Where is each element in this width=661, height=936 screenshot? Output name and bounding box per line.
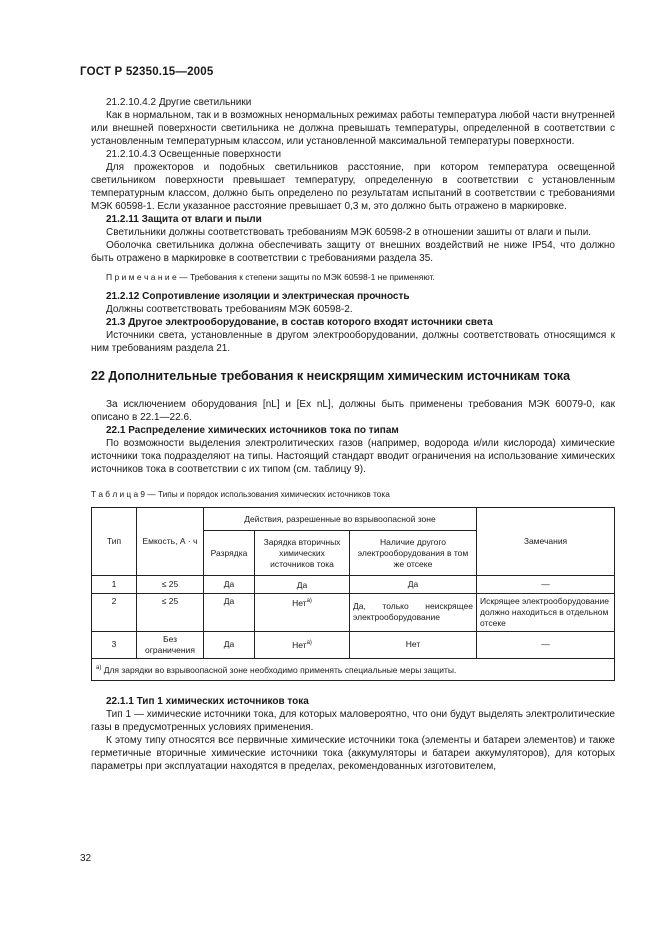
header-actions: Действия, разрешенные во взрывоопасной зоне — [204, 508, 477, 531]
note-21-2-11 — [91, 271, 615, 284]
cell-remarks: Искрящее электрооборудование должно находиться в отдельном отсеке — [477, 593, 615, 631]
cell-type: 2 — [92, 593, 137, 631]
header-charge: Зарядка вторичных химических источников тока — [255, 531, 350, 576]
section-heading-22: 22 Дополнительные требования к неискрящим химическим источникам тока — [91, 369, 571, 383]
table-row — [92, 631, 615, 658]
spacer — [91, 681, 615, 695]
header-type: Тип — [92, 508, 137, 576]
cell-charge-value: Нет — [292, 597, 307, 608]
clause-text-21-2-10-4-2: Как в нормальном, так и в возможных ненормальных режимах работы температура любой части внутренней или внешней поверхности светильника не должна превышать температуры, определенной в соответствии с установленным температурным классом, или установленной максимальной температуры поверхности. — [91, 110, 615, 147]
cell-capacity: ≤ 25 — [137, 576, 204, 594]
header-capacity: Емкость, А · ч — [137, 508, 204, 576]
cell-discharge: Да — [204, 576, 255, 594]
footnote-mark: а) — [96, 664, 102, 671]
document-body — [91, 96, 615, 773]
spacer — [91, 476, 615, 482]
cell-charge — [255, 576, 350, 594]
clause-text-21-2-10-4-3: Для прожекторов и подобных светильников расстояние, при котором температура освещенной светильником поверхности превышает температуру, определенную в соответствии с установленным температурным классом, должно быть определено по результатам испытаний в соответствии с требованиями МЭК 60598-1. Если указанное расстояние превышает 0,3 м, это должно быть отражено в маркировке. — [91, 162, 615, 212]
header-presence: Наличие другого электрооборудования в том же отсеке — [350, 531, 477, 576]
clause-text-21-2-12: Должны соответствовать требованиям МЭК 60598-2. — [106, 304, 353, 315]
header-remarks: Замечания — [477, 508, 615, 576]
clause-title-21-2-12: 21.2.12 Сопротивление изоляции и электрическая прочность — [106, 291, 410, 302]
cell-charge — [255, 593, 350, 631]
page-number: 32 — [80, 853, 92, 864]
cell-presence: Да, только неискрящее электрооборудование — [350, 593, 477, 631]
clause-text-21-2-11-b: Оболочка светильника должна обеспечивать защиту от внешних воздействий не ниже IP54, что должно быть отражено в маркировке в соответствии с требованиями раздела 35. — [91, 240, 615, 264]
clause-title-22-1-1: 22.1.1 Тип 1 химических источников тока — [106, 695, 309, 707]
cell-remarks: — — [477, 576, 615, 594]
cell-presence: Нет — [350, 631, 477, 658]
clause-text-21-3: Источники света, установленные в другом электрооборудовании, должны соответствовать относящимся к ним требованиям раздела 21. — [91, 330, 615, 354]
table-9 — [91, 507, 615, 681]
clause-text-22-1-1-a: Тип 1 — химические источники тока, для которых маловероятно, что они будут выделять электролитические газы в предусмотренных условиях применения. — [91, 708, 615, 733]
cell-charge-value: Да — [296, 579, 308, 590]
table-header-row-1 — [92, 508, 615, 531]
clause-title-21-2-10-4-2: 21.2.10.4.2 Другие светильники — [106, 97, 252, 108]
note-text: — Требования к степени защиты по МЭК 60598-1 не применяют. — [176, 272, 435, 282]
cell-charge-footnote: а) — [306, 640, 312, 647]
table-caption-text: — Типы и порядок использования химических источников тока — [145, 489, 390, 499]
cell-type: 3 — [92, 631, 137, 658]
table-caption — [91, 488, 615, 501]
cell-charge-footnote: а) — [306, 597, 312, 604]
clause-title-21-2-11: 21.2.11 Защита от влаги и пыли — [106, 214, 262, 225]
header-discharge: Разрядка — [204, 531, 255, 576]
footnote-text: Для зарядки во взрывоопасной зоне необходимо применять специальные меры защиты. — [101, 664, 457, 675]
clause-text-21-2-11-a: Светильники должны соответствовать требованиям МЭК 60598-2 в отношении зашиты от влаги и пыли. — [106, 227, 592, 238]
clause-text-22-1: По возможности выделения электролитических газов (например, водорода и/или кислорода) химические источники тока подразделяют на типы. Настоящий стандарт вводит ограничения на использование химических источников тока в соответствии с их типом (см. таблицу 9). — [91, 438, 615, 475]
table-caption-label: Т а б л и ц а 9 — [91, 489, 146, 499]
cell-discharge: Да — [204, 631, 255, 658]
table-footnote-row — [92, 658, 615, 680]
section-text-22: За исключением оборудования [nL] и [Ex nL], должны быть применены требования МЭК 60079-0, как описано в 22.1—22.6. — [91, 399, 615, 423]
section-heading-22-wrap — [91, 369, 615, 384]
cell-remarks: — — [477, 631, 615, 658]
table-footnote — [92, 658, 615, 680]
cell-capacity: ≤ 25 — [137, 593, 204, 631]
table-row — [92, 576, 615, 594]
clause-title-22-1: 22.1 Распределение химических источников тока по типам — [106, 425, 399, 436]
cell-type: 1 — [92, 576, 137, 594]
standard-header: ГОСТ Р 52350.15—2005 — [80, 66, 214, 78]
note-label: П р и м е ч а н и е — [106, 272, 177, 282]
clause-title-21-3: 21.3 Другое электрооборудование, в состав которого входят источники света — [106, 317, 493, 328]
table-row — [92, 593, 615, 631]
clause-title-21-2-10-4-3: 21.2.10.4.3 Освещенные поверхности — [106, 149, 282, 160]
cell-capacity: Без ограничения — [137, 631, 204, 658]
clause-text-22-1-1-b: К этому типу относятся все первичные химические источники тока (элементы и батареи элементов) и также герметичные вторичные химические источники тока (аккумуляторы и батареи аккумуляторов), для которых параметры при эксплуатации находятся в пределах, рекомендованных изготовителем, — [91, 734, 615, 772]
cell-discharge: Да — [204, 593, 255, 631]
cell-charge — [255, 631, 350, 658]
cell-charge-value: Нет — [292, 640, 307, 651]
cell-presence: Да — [350, 576, 477, 594]
